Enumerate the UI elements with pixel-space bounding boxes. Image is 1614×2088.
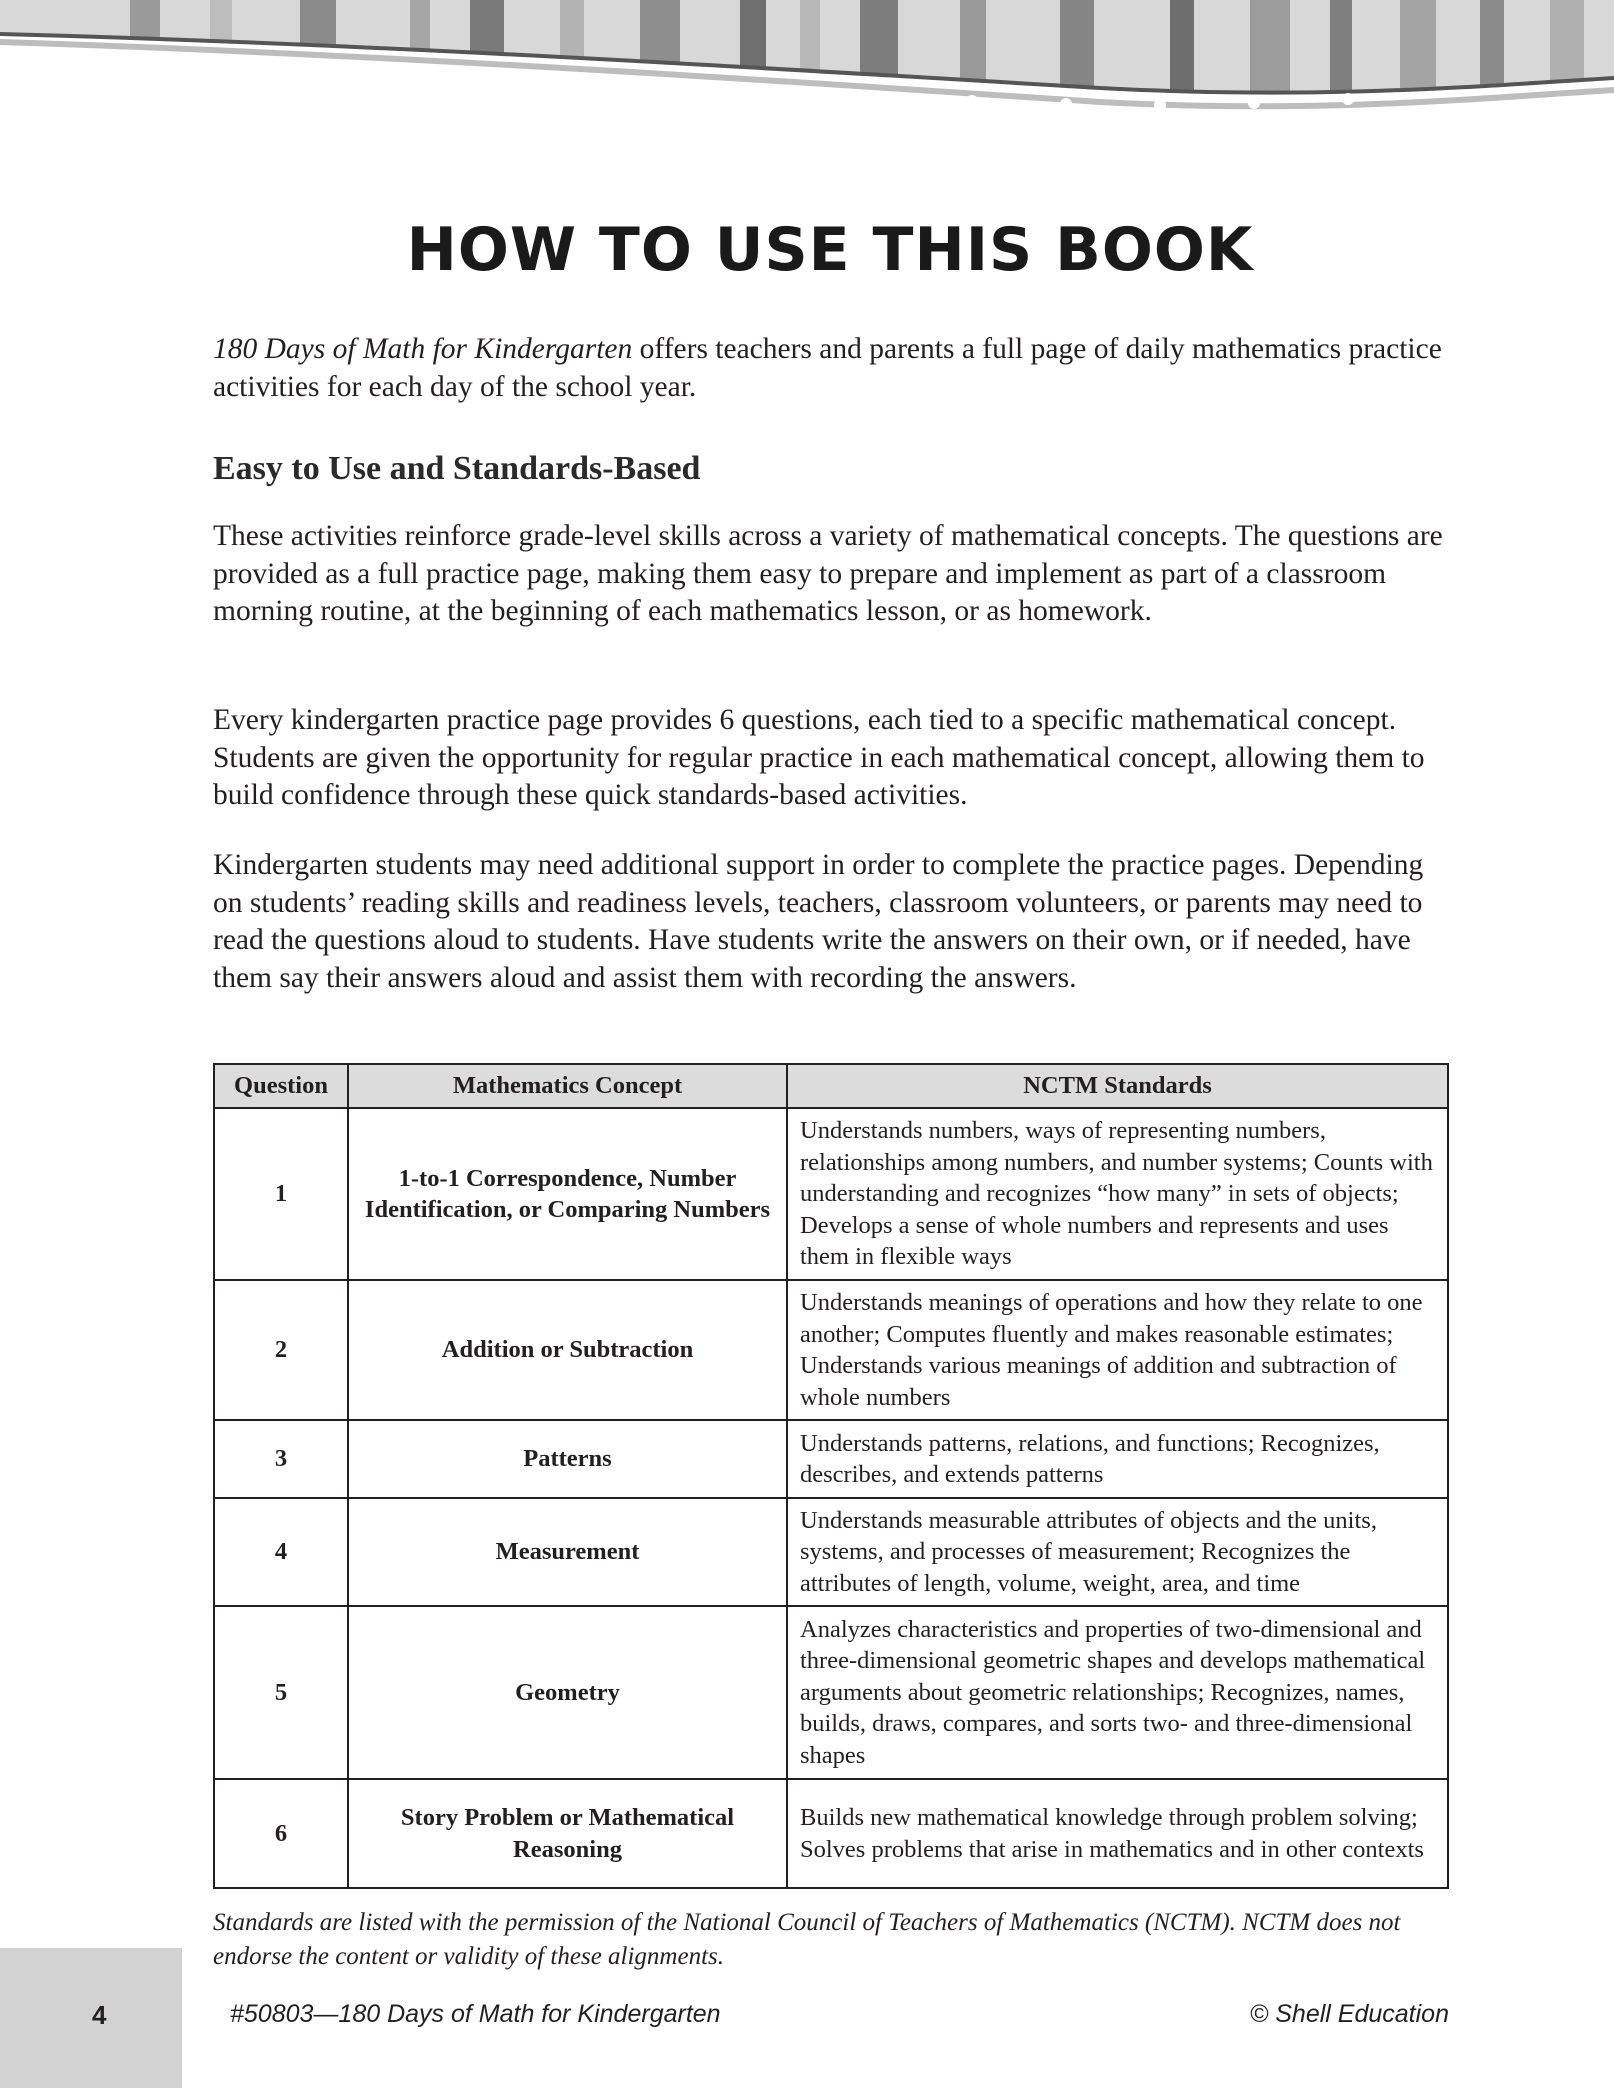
- page-title: HOW TO USE THIS BOOK: [406, 215, 1254, 285]
- table-row: [214, 1779, 1448, 1888]
- concept-cell: Measurement: [348, 1498, 787, 1606]
- question-cell: 6: [214, 1779, 348, 1888]
- book-title: 180 Days of Math for Kindergarten: [213, 333, 633, 365]
- standards-cell: Understands meanings of operations and how they relate to one another; Computes fluently and makes reasonable estimates; Understands various meanings of addition and subtraction of whole numbers: [787, 1280, 1448, 1420]
- footer-copyright: © Shell Education: [1249, 2000, 1449, 2028]
- table-header-row: [214, 1064, 1448, 1108]
- column-header: Question: [214, 1064, 348, 1108]
- column-header: NCTM Standards: [787, 1064, 1448, 1108]
- intro-paragraph: [213, 330, 1443, 406]
- standards-cell: Understands patterns, relations, and functions; Recognizes, describes, and extends patterns: [787, 1420, 1448, 1498]
- standards-table: [213, 1063, 1449, 1889]
- body-paragraph: These activities reinforce grade-level skills across a variety of mathematical concepts. The questions are provided as a full practice page, making them easy to prepare and implement as part of a classroom morning routine, at the beginning of each mathematics lesson, or as homework.: [213, 520, 1443, 627]
- standards-cell: Builds new mathematical knowledge through problem solving; Solves problems that arise in mathematics and in other contexts: [787, 1779, 1448, 1888]
- question-cell: 1: [214, 1108, 348, 1280]
- standards-cell: Analyzes characteristics and properties of two-dimensional and three-dimensional geometric shapes and develops mathematical arguments about geometric relationships; Recognizes, names, builds, draws, compares, and sorts two- and three-dimensional shapes: [787, 1606, 1448, 1779]
- question-cell: 5: [214, 1606, 348, 1779]
- concept-cell: Addition or Subtraction: [348, 1280, 787, 1420]
- footer-product: #50803—180 Days of Math for Kindergarten: [230, 2000, 721, 2028]
- table-row: [214, 1606, 1448, 1779]
- concept-cell: Patterns: [348, 1420, 787, 1498]
- body-paragraph: Every kindergarten practice page provides 6 questions, each tied to a specific mathematical concept. Students are given the opportunity for regular practice in each mathematical concept, allowing them to build confidence through these quick standards-based activities.: [213, 704, 1425, 811]
- table-row: [214, 1280, 1448, 1420]
- question-cell: 2: [214, 1280, 348, 1420]
- footnote: Standards are listed with the permission of the National Council of Teachers of Mathematics (NCTM). NCTM does not endorse the content or validity of these alignments.: [213, 1909, 1401, 1970]
- intro-text: offers teachers and parents a full page of daily mathematics practice activities for each day of the school year.: [213, 333, 1442, 403]
- question-cell: 4: [214, 1498, 348, 1606]
- standards-cell: Understands numbers, ways of representing numbers, relationships among numbers, and number systems; Counts with understanding and recognizes “how many” in sets of objects; Develops a sense of whole numbers and represents and uses them in flexible ways: [787, 1108, 1448, 1280]
- concept-cell: 1-to-1 Correspondence, Number Identification, or Comparing Numbers: [348, 1108, 787, 1280]
- body-paragraph: Kindergarten students may need additional support in order to complete the practice pages. Depending on students’ reading skills and readiness levels, teachers, classroom volunteers, or parents may need to read the questions aloud to students. Have students write the answers on their own, or if needed, have them say their answers aloud and assist them with recording the answers.: [213, 849, 1424, 994]
- column-header: Mathematics Concept: [348, 1064, 787, 1108]
- section-heading: Easy to Use and Standards-Based: [213, 450, 701, 487]
- question-cell: 3: [214, 1420, 348, 1498]
- table-row: [214, 1420, 1448, 1498]
- page-number: 4: [92, 2000, 107, 2030]
- table-row: [214, 1498, 1448, 1606]
- standards-cell: Understands measurable attributes of objects and the units, systems, and processes of measurement; Recognizes the attributes of length, volume, weight, area, and time: [787, 1498, 1448, 1606]
- header-banner: [0, 0, 1614, 135]
- table-row: [214, 1108, 1448, 1280]
- page-tab: [0, 1948, 182, 2088]
- concept-cell: Story Problem or Mathematical Reasoning: [348, 1779, 787, 1888]
- concept-cell: Geometry: [348, 1606, 787, 1779]
